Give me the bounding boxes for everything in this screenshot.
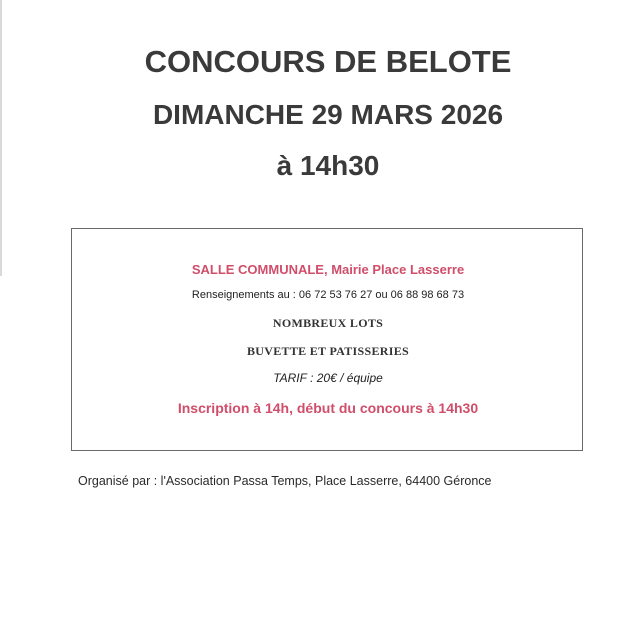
venue-text: SALLE COMMUNALE, Mairie Place Lasserre bbox=[191, 262, 465, 277]
scan-edge-line bbox=[0, 0, 2, 276]
price-text: TARIF : 20€ / équipe bbox=[273, 371, 383, 385]
event-date: DIMANCHE 29 MARS 2026 bbox=[152, 99, 504, 130]
contact-phones: Renseignements au : 06 72 53 76 27 ou 06 88 98 68 73 bbox=[191, 289, 465, 301]
registration-text: Inscription à 14h, début du concours à 14h30 bbox=[177, 400, 479, 416]
refreshments-text: BUVETTE ET PATISSERIES bbox=[247, 344, 409, 358]
event-time: à 14h30 bbox=[276, 150, 380, 181]
prizes-text: NOMBREUX LOTS bbox=[272, 316, 384, 330]
poster-title: CONCOURS DE BELOTE bbox=[144, 44, 512, 79]
organiser-text: Organisé par : l'Association Passa Temps, Place Lasserre, 64400 Géronce bbox=[78, 474, 492, 488]
